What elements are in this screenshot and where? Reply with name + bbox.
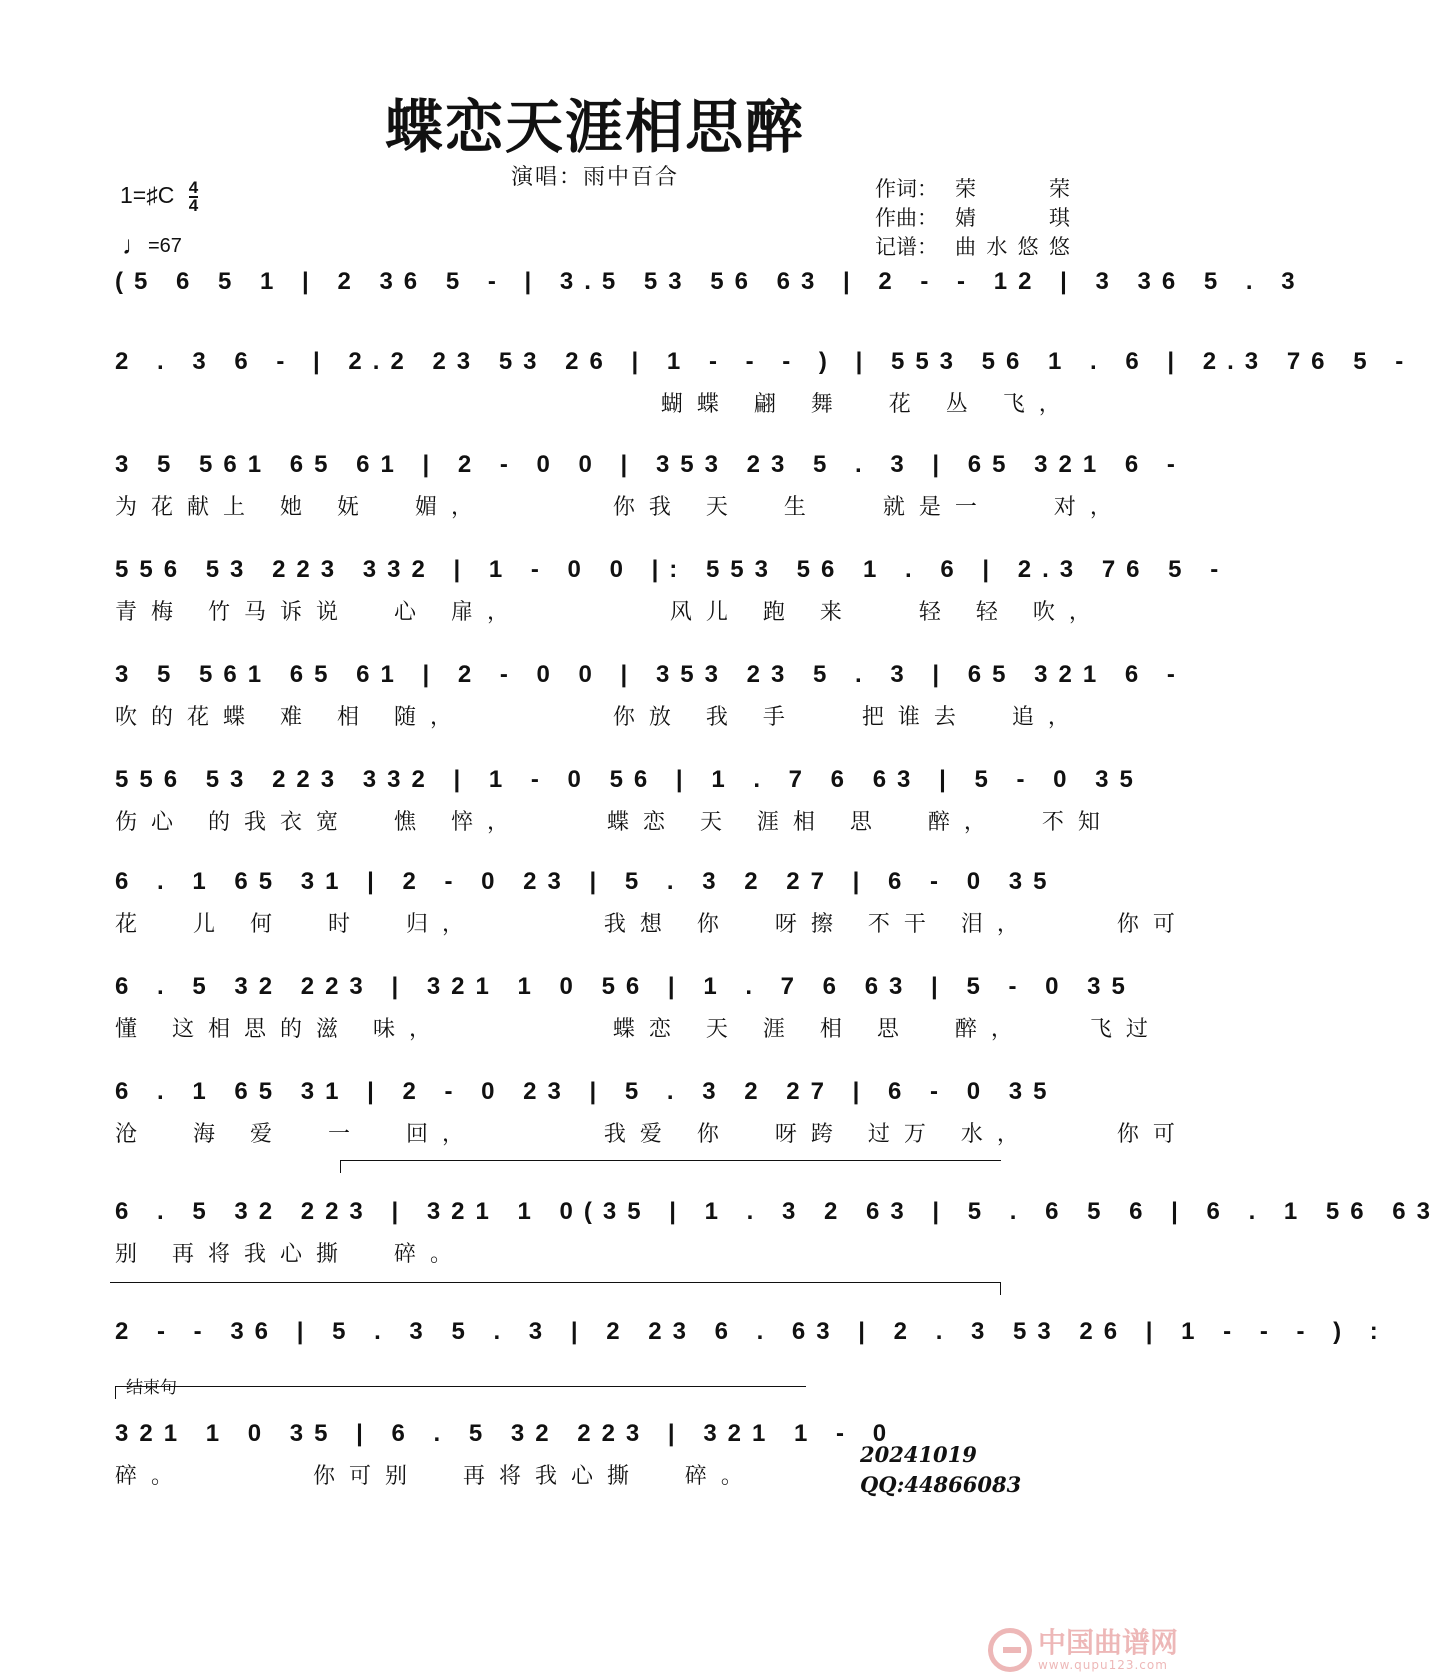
notation-line: 3 5 561 65 61 | 2 - 0 0 | 353 23 5 . 3 | 65 321 6 -	[115, 661, 1186, 688]
lyric-line: 吹的花蝶 难 相 随， 你放 我 手 把谁去 追，	[115, 705, 1084, 730]
notation-line: 556 53 223 332 | 1 - 0 0 |: 553 56 1 . 6 | 2.3 76 5 -	[115, 556, 1230, 583]
notation-line: 6 . 1 65 31 | 2 - 0 23 | 5 . 3 2 27 | 6 - 0 35	[115, 1078, 1058, 1105]
lyric-line: 蝴蝶 翩 舞 花 丛 飞，	[115, 392, 1075, 417]
key-signature	[120, 180, 198, 214]
time-sig-bottom: 4	[188, 196, 199, 215]
lyric-line: 沧 海 爱 一 回， 我爱 你 呀跨 过万 水， 你可	[115, 1122, 1189, 1147]
lyricist-row	[875, 175, 1070, 204]
date-signature	[860, 1440, 1021, 1500]
watermark-url: www.qupu123.com	[1037, 1658, 1168, 1672]
tempo-marking	[122, 230, 182, 261]
composer-name: 婧 琪	[955, 206, 1070, 230]
first-ending-bracket-end	[110, 1282, 1001, 1295]
lyric-line: 青梅 竹马诉说 心 扉， 风儿 跑 来 轻 轻 吹，	[115, 600, 1105, 625]
date-text: 20241019	[860, 1442, 977, 1467]
notation-line: 2 - - 36 | 5 . 3 5 . 3 | 2 23 6 . 63 | 2 . 3 53 26 | 1 - - - ) :	[115, 1318, 1389, 1345]
lyricist-label: 作词：	[875, 177, 938, 201]
watermark-text-block	[1038, 1628, 1178, 1672]
key-label: 1=♯C	[120, 182, 175, 209]
site-logo-icon	[988, 1628, 1032, 1672]
qq-text: QQ:44866083	[860, 1472, 1022, 1497]
notation-line: 6 . 5 32 223 | 321 1 0(35 | 1 . 3 2 63 | 5 . 6 5 6 | 6 . 1 56 63	[115, 1198, 1441, 1225]
ending-bracket	[115, 1386, 806, 1399]
lyric-line: 懂 这相思的滋 味， 蝶恋 天 涯 相 思 醉， 飞过	[115, 1017, 1162, 1042]
notation-line: 2 . 3 6 - | 2.2 23 53 26 | 1 - - - ) | 553 56 1 . 6 | 2.3 76 5 -	[115, 348, 1415, 375]
credits-block	[875, 175, 1070, 262]
notation-line: 3 5 561 65 61 | 2 - 0 0 | 353 23 5 . 3 | 65 321 6 -	[115, 451, 1186, 478]
lyricist-name: 荣 荣	[955, 177, 1070, 201]
notation-line: 6 . 1 65 31 | 2 - 0 23 | 5 . 3 2 27 | 6 - 0 35	[115, 868, 1058, 895]
tempo-value: =67	[148, 235, 182, 257]
transcriber-row	[875, 233, 1070, 262]
watermark	[988, 1628, 1178, 1672]
transcriber-label: 记谱：	[875, 235, 938, 259]
notation-line: 6 . 5 32 223 | 321 1 0 56 | 1 . 7 6 63 | 5 - 0 35	[115, 973, 1136, 1000]
lyric-line: 碎。 你可别 再将我心撕 碎。	[115, 1464, 757, 1489]
notation-line: 321 1 0 35 | 6 . 5 32 223 | 321 1 - 0	[115, 1420, 898, 1447]
quarter-note-icon: ♩	[122, 230, 148, 260]
time-signature	[189, 180, 198, 214]
ending-label: 结束句	[126, 1378, 177, 1398]
lyric-line: 为花献上 她 妩 媚， 你我 天 生 就是一 对，	[115, 495, 1126, 520]
watermark-text: 中国曲谱网	[1037, 1626, 1178, 1659]
song-title: 蝶恋天涯相思醉	[384, 93, 805, 161]
first-ending-bracket	[340, 1160, 1001, 1173]
transcriber-name: 曲水悠悠	[955, 235, 1070, 259]
lyric-line: 伤心 的我衣宽 憔 悴， 蝶恋 天 涯相 思 醉， 不知	[115, 810, 1114, 835]
notation-line: 556 53 223 332 | 1 - 0 56 | 1 . 7 6 63 | 5 - 0 35	[115, 766, 1144, 793]
composer-label: 作曲：	[875, 206, 938, 230]
notation-line: (5 6 5 1 | 2 36 5 - | 3.5 53 56 63 | 2 - - 12 | 3 36 5 . 3	[115, 268, 1306, 295]
lyric-line: 别 再将我心撕 碎。	[115, 1242, 466, 1267]
singer-credit: 演唱：雨中百合	[510, 165, 679, 190]
lyric-line: 花 儿 何 时 归， 我想 你 呀擦 不干 泪， 你可	[115, 912, 1189, 937]
time-sig-top: 4	[188, 178, 199, 197]
composer-row	[875, 204, 1070, 233]
